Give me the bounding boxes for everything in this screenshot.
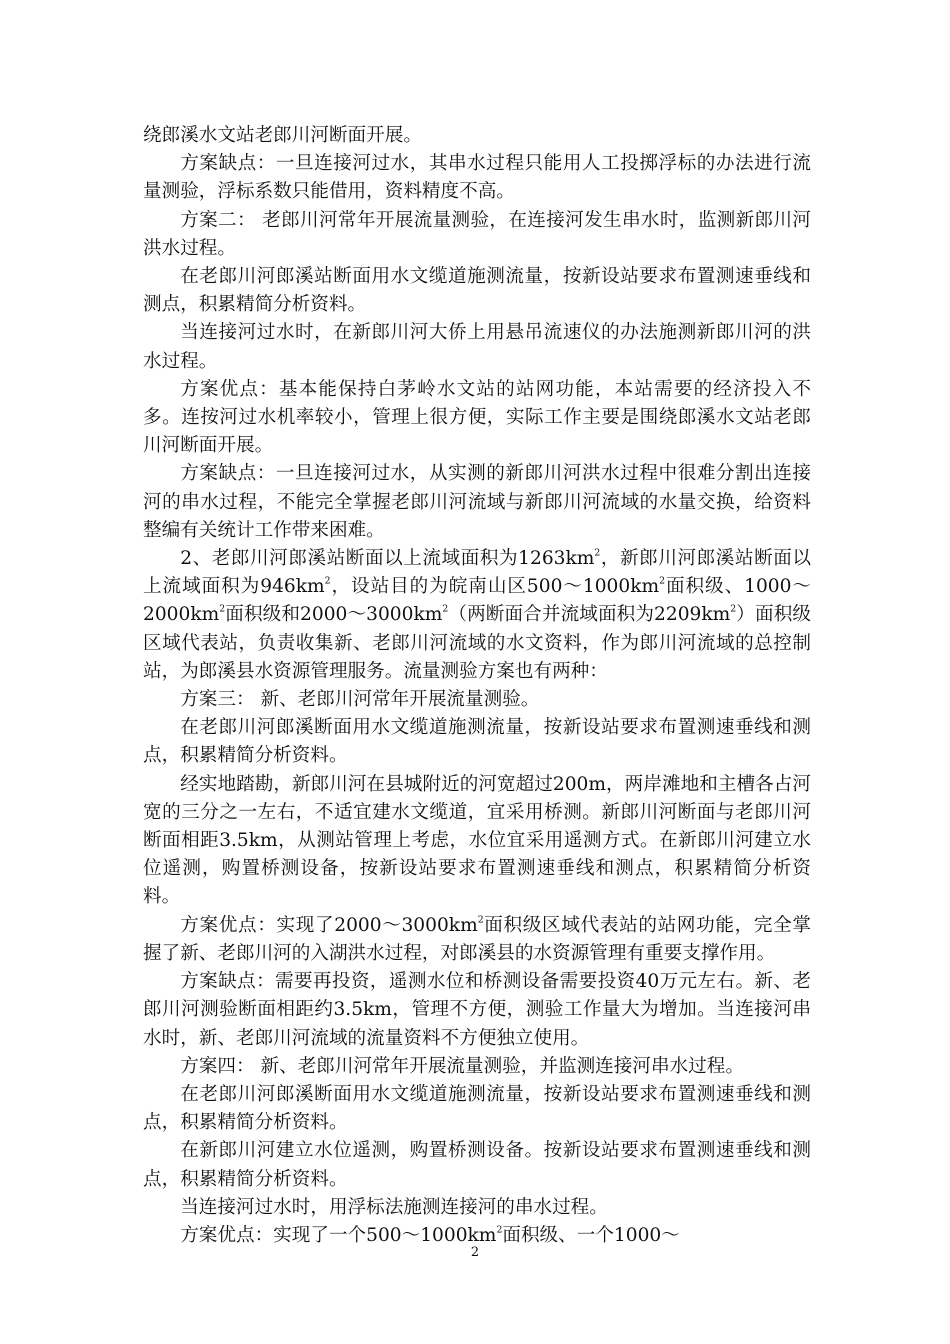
body-paragraph bbox=[143, 1081, 811, 1137]
text-run: 方案二： 老郎川河常年开展流量测验，在连接河发生串水时，监测新郎川河洪水过程。 bbox=[143, 209, 811, 259]
text-run: 经实地踏勘，新郎川河在县城附近的河宽超过200m，两岸滩地和主槽各占河宽的三分之一左右，不适宜建水文缆道，宜采用桥测。新郎川河断面与老郎川河断面相距3.5km，从测站管理上考虑，水位宜采用遥测方式。在新郎川河建立水位遥测，购置桥测设备，按新设站要求布置测速垂线和测点，积累精简分析资料。 bbox=[143, 773, 811, 908]
superscript: 2 bbox=[324, 575, 331, 587]
text-run: 方案缺点：一旦连接河过水，其串水过程只能用人工投掷浮标的办法进行流量测验，浮标系数只能借用，资料精度不高。 bbox=[143, 153, 811, 203]
text-run: ，新郎川河郎溪站断面以上流域面积为946km bbox=[143, 548, 811, 598]
text-run: 在老郎川河郎溪断面用水文缆道施测流量，按新设站要求布置测速垂线和测点，积累精简分析资料。 bbox=[143, 717, 811, 767]
text-run: 面积级区域代表站的站网功能，完全掌握了新、老郎川河的入湖洪水过程，对郎溪县的水资源管理有重要支撑作用。 bbox=[143, 914, 811, 964]
body-paragraph bbox=[143, 376, 811, 461]
body-paragraph bbox=[143, 545, 811, 686]
text-run: 方案缺点：需要再投资，遥测水位和桥测设备需要投资40万元左右。新、老郎川河测验断面相距约3.5km，管理不方便，测验工作量大为增加。当连接河串水时，新、老郎川河流域的流量资料不方便独立使用。 bbox=[143, 971, 811, 1049]
superscript: 2 bbox=[477, 914, 484, 926]
text-run: ）面积级区域代表站，负责收集新、老郎川河流域的水文资料，作为郎川河流域的总控制站，为郎溪县水资源管理服务。流量测验方案也有两种： bbox=[143, 604, 811, 682]
body-paragraph bbox=[143, 122, 811, 150]
body-paragraph bbox=[143, 207, 811, 263]
text-run: ，设站目的为皖南山区500～1000km bbox=[330, 576, 660, 598]
body-paragraph bbox=[143, 460, 811, 545]
text-run: 2、老郎川河郎溪站断面以上流域面积为1263km bbox=[180, 548, 595, 570]
text-run: 面积级、1000～2000km bbox=[143, 576, 811, 626]
text-run: 方案优点：实现了一个500～1000km bbox=[180, 1224, 497, 1246]
superscript: 2 bbox=[594, 547, 601, 559]
body-paragraph bbox=[143, 263, 811, 319]
body-paragraph bbox=[143, 150, 811, 206]
text-run: 在老郎川河郎溪断面用水文缆道施测流量，按新设站要求布置测速垂线和测点，积累精简分析资料。 bbox=[143, 1083, 811, 1134]
text-run: 在老郎川河郎溪站断面用水文缆道施测流量，按新设站要求布置测速垂线和测点，积累精简分析资料。 bbox=[143, 266, 811, 316]
document-body bbox=[143, 122, 811, 1250]
text-run: 方案四： 新、老郎川河常年开展流量测验，并监测连接河串水过程。 bbox=[180, 1055, 744, 1077]
body-paragraph bbox=[143, 1137, 811, 1193]
page-number: 2 bbox=[470, 1245, 480, 1260]
body-paragraph bbox=[143, 968, 811, 1053]
text-run: 方案三： 新、老郎川河常年开展流量测验。 bbox=[180, 689, 540, 711]
superscript: 2 bbox=[219, 604, 226, 616]
text-run: （两断面合并流域面积为2209km bbox=[448, 604, 731, 626]
body-paragraph bbox=[143, 1194, 811, 1222]
body-paragraph bbox=[143, 1053, 811, 1081]
text-run: 方案缺点：一旦连接河过水，从实测的新郎川河洪水过程中很难分割出连接河的串水过程，不能完全掌握老郎川河流域与新郎川河流域的水量交换，给资料整编有关统计工作带来困难。 bbox=[143, 463, 811, 541]
text-run: 绕郎溪水文站老郎川河断面开展。 bbox=[143, 125, 422, 146]
superscript: 2 bbox=[442, 604, 449, 616]
body-paragraph bbox=[143, 686, 811, 714]
body-paragraph bbox=[143, 714, 811, 770]
text-run: 方案优点：基本能保持白茅岭水文站的站网功能，本站需要的经济投入不多。连按河过水机率较小，管理上很方便，实际工作主要是围绕郎溪水文站老郎川河断面开展。 bbox=[143, 378, 811, 457]
superscript: 2 bbox=[659, 575, 666, 587]
body-paragraph bbox=[143, 771, 811, 912]
body-paragraph bbox=[143, 912, 811, 968]
text-run: 在新郎川河建立水位遥测，购置桥测设备。按新设站要求布置测速垂线和测点，积累精简分析资料。 bbox=[143, 1140, 811, 1190]
text-run: 面积级、一个1000～ bbox=[502, 1224, 680, 1246]
text-run: 当连接河过水时，在新郎川河大侨上用悬吊流速仪的办法施测新郎川河的洪水过程。 bbox=[143, 322, 811, 372]
body-paragraph bbox=[143, 319, 811, 375]
superscript: 2 bbox=[730, 604, 737, 616]
superscript: 2 bbox=[496, 1224, 503, 1236]
text-run: 面积级和2000～3000km bbox=[225, 604, 443, 626]
text-run: 方案优点：实现了2000～3000km bbox=[180, 914, 478, 936]
text-run: 当连接河过水时，用浮标法施测连接河的串水过程。 bbox=[180, 1196, 608, 1218]
